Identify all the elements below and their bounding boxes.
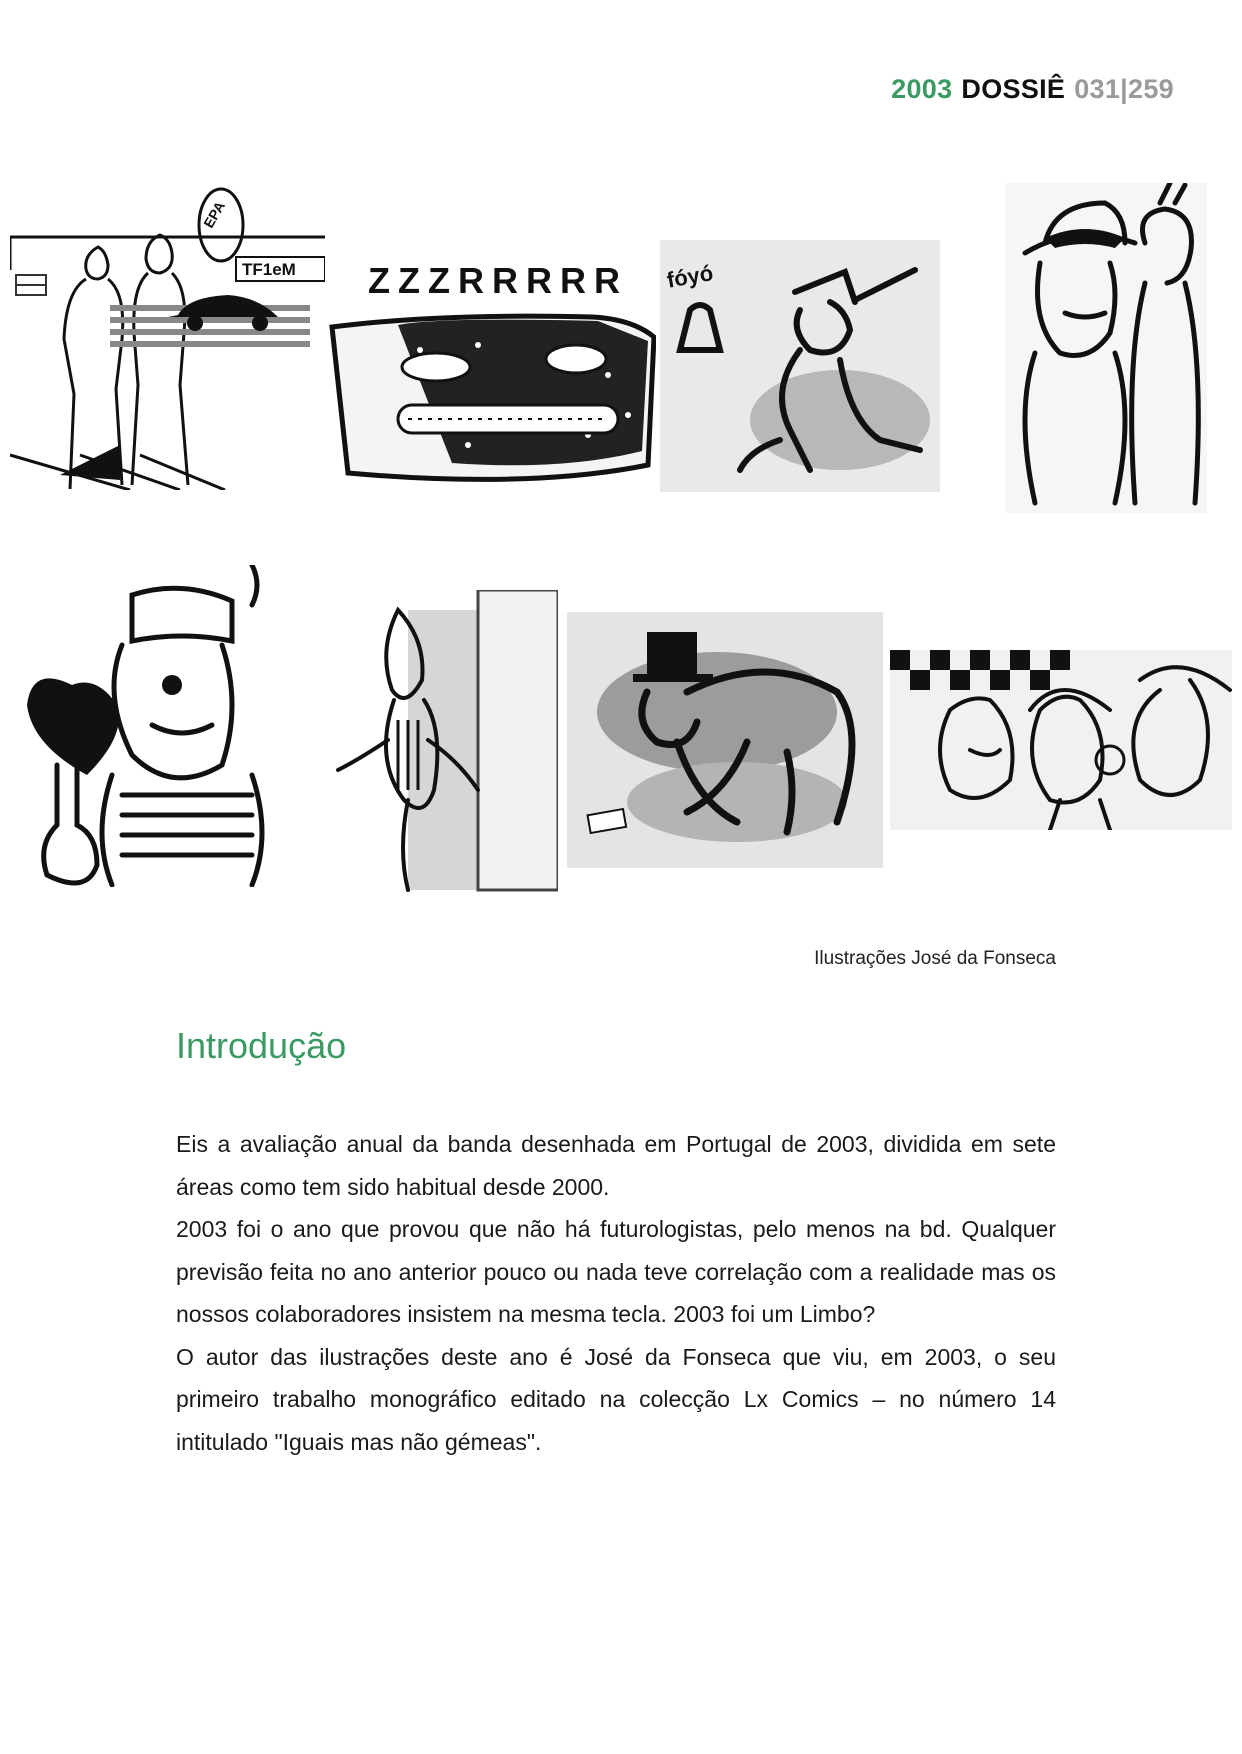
illustration-walking-men [10,185,325,490]
paragraph: O autor das ilustrações deste ano é José da Fonseca que viu, em 2003, o seu primeiro trabalho monográfico editado na colecção Lx Comics – no número 14 intitulado "Iguais mas não gémeas". [176,1343,1056,1455]
snore-text: ZZZRRRRR [368,260,628,301]
page-header [891,74,1174,105]
header-year: 2003 [891,74,953,104]
illustration-man-with-heart [12,565,282,887]
section-heading: Introdução [176,1025,347,1066]
illustration-sleeping-face [328,255,656,485]
header-title: DOSSIÊ [961,74,1066,104]
tv-sign-text: TF1eM [242,260,296,279]
intro-body [176,1123,1056,1463]
illustration-top-hat-figure [567,612,883,868]
paragraph: 2003 foi o ano que provou que não há futurologistas, pelo menos na bd. Qualquer previsão feita no ano anterior pouco ou nada teve correlação com a realidade mas os nossos colaboradores insistem na mesma tecla. 2003 foi um Limbo? [176,1216,1056,1327]
illustration-two-men-suits [1005,183,1207,513]
speech-bubble-text: EPA [200,198,228,231]
illustration-man-with-hat [660,240,940,492]
paragraph: Eis a avaliação anual da banda desenhada em Portugal de 2003, dividida em sete áreas como tem sido habitual desde 2000. [176,1131,1056,1200]
illustration-three-faces [890,650,1232,830]
sound-effect-text: fóyó [664,260,715,293]
header-page-number: 031|259 [1074,74,1174,104]
illustration-caption: Ilustrações José da Fonseca [814,948,1056,969]
illustration-ghost-figure [328,590,558,905]
